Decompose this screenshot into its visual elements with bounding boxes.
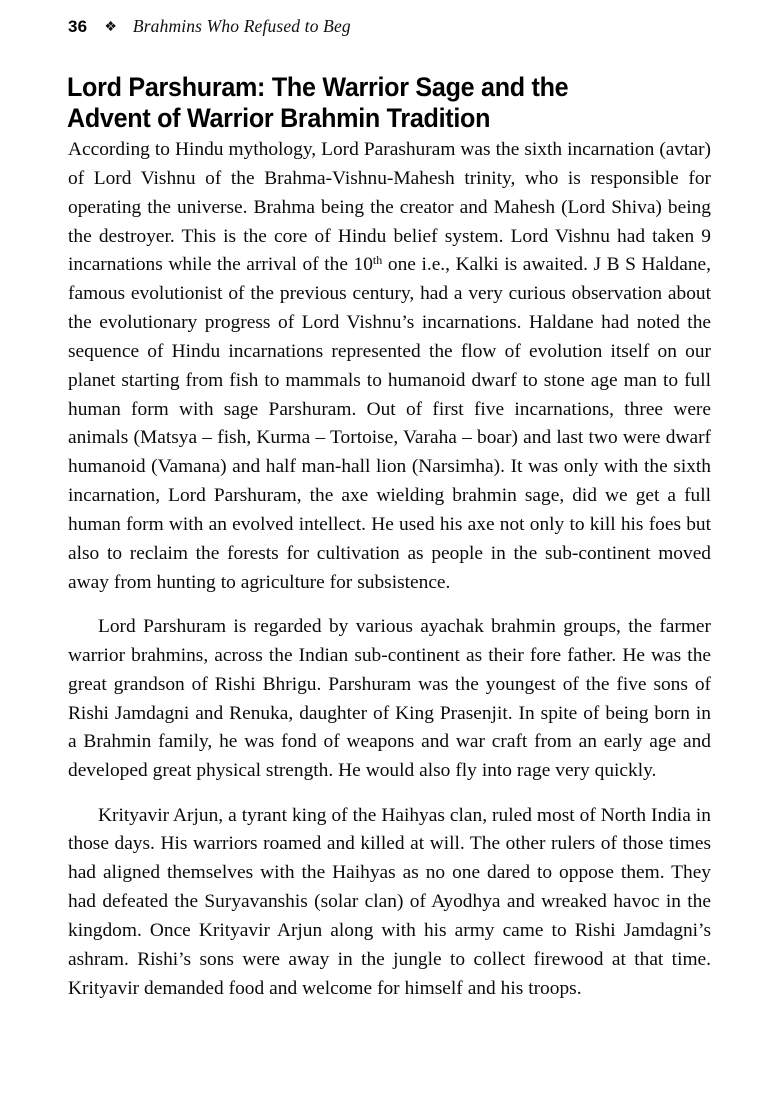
running-header <box>68 16 712 42</box>
paragraph-1-text-part-1: According to Hindu mythology, Lord Parashuram was the sixth incarnation (avtar) of Lord Vishnu of the Brahma-Vishnu-Mahesh trinity, who is responsible for operating the universe. Brahma being the creator and Mahesh (Lord Shiva) being the destroyer. This is the core of Hindu belief system. Lord Vishnu had taken 9 incarnations while the arrival of the 10 <box>68 139 711 276</box>
chapter-heading-line-1: Lord Parshuram: The Warrior Sage and the <box>67 72 569 103</box>
diamond-floret-ornament-icon: ❖ <box>104 20 117 35</box>
ordinal-superscript: th <box>372 253 383 268</box>
page-number: 36 <box>68 17 88 36</box>
paragraph-2: Lord Parshuram is regarded by various ayachak brahmin groups, the farmer warrior brahmins, across the Indian sub-continent as their fore father. He was the great grandson of Rishi Bhrigu. Parshuram was the youngest of the five sons of Rishi Jamdagni and Renuka, daughter of King Prasenjit. In spite of being born in a Brahmin family, he was fond of weapons and war craft from an early age and developed great physical strength. He would also fly into rage very quickly. <box>68 616 711 782</box>
paragraph-1-text-part-2: one i.e., Kalki is awaited. J B S Haldane, famous evolutionist of the previous century, had a very curious observation about the evolutionary progress of Lord Vishnu’s incarnations. Haldane had noted the sequence of Hindu incarnations represented the flow of evolution itself on our planet starting from fish to mammals to humanoid dwarf to stone age man to full human form with sage Parshuram. Out of first five incarnations, three were animals (Matsya – fish, Kurma – Tortoise, Varaha – boar) and last two were dwarf humanoid (Vamana) and half man-hall lion (Narsimha). It was only with the sixth incarnation, Lord Parshuram, the axe wielding brahmin sage, did we get a full human form with an evolved intellect. He used his axe not only to kill his foes but also to reclaim the forests for cultivation as people in the sub-continent moved away from hunting to agriculture for subsistence. <box>68 254 711 593</box>
paragraph-1 <box>68 136 711 598</box>
chapter-heading <box>67 72 672 134</box>
body-text-column <box>68 136 711 1003</box>
paragraph-3: Krityavir Arjun, a tyrant king of the Haihyas clan, ruled most of North India in those days. His warriors roamed and killed at will. The other rulers of those times had aligned themselves with the Haihyas as no one dared to oppose them. They had defeated the Suryavanshis (solar clan) of Ayodhya and wreaked havoc in the kingdom. Once Krityavir Arjun along with his army came to Rishi Jamdagni’s ashram. Rishi’s sons were away in the jungle to collect firewood at that time. Krityavir demanded food and welcome for himself and his troops. <box>68 804 711 999</box>
chapter-heading-line-2: Advent of Warrior Brahmin Tradition <box>67 103 491 134</box>
running-header-book-title: Brahmins Who Refused to Beg <box>132 16 351 36</box>
